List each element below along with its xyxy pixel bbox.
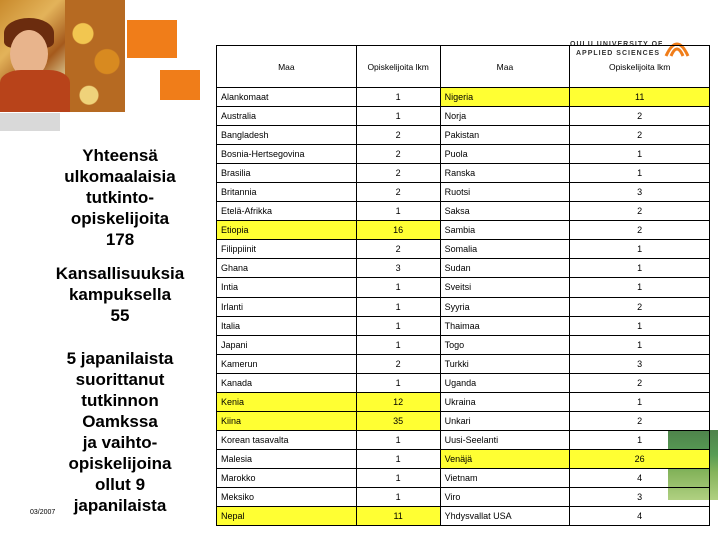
gray-accent-block (0, 113, 60, 131)
total-students-stat: Yhteensä ulkomaalaisia tutkinto- opiskelijoita 178 (64, 146, 176, 249)
table-row (217, 202, 710, 221)
country-cell: Brasilia (217, 164, 357, 183)
count-cell-2: 1 (570, 164, 710, 183)
country-cell: Irlanti (217, 297, 357, 316)
country-cell-2: Syyria (440, 297, 570, 316)
header-country-2: Maa (440, 46, 570, 88)
country-cell: Etiopia (217, 221, 357, 240)
count-cell-2: 2 (570, 202, 710, 221)
orange-accent-block-small (160, 70, 200, 100)
count-cell: 2 (356, 183, 440, 202)
table-row (217, 126, 710, 145)
count-cell-2: 1 (570, 240, 710, 259)
count-cell: 2 (356, 145, 440, 164)
country-cell: Italia (217, 316, 357, 335)
count-cell-2: 26 (570, 449, 710, 468)
table-row (217, 449, 710, 468)
country-cell-2: Sudan (440, 259, 570, 278)
count-cell: 1 (356, 297, 440, 316)
table-body (217, 88, 710, 526)
table-row (217, 430, 710, 449)
header-count-2: Opiskelijoita lkm (570, 46, 710, 88)
count-cell-2: 2 (570, 297, 710, 316)
logo-line-2: APPLIED SCIENCES (576, 50, 661, 57)
logo-line-1: OULU UNIVERSITY OF (570, 41, 664, 48)
country-cell-2: Ranska (440, 164, 570, 183)
table-row (217, 373, 710, 392)
table-row (217, 507, 710, 526)
table-row (217, 316, 710, 335)
table-header-row (217, 46, 710, 88)
count-cell: 1 (356, 373, 440, 392)
country-cell: Nepal (217, 507, 357, 526)
orange-accent-block (127, 20, 177, 58)
table-row (217, 145, 710, 164)
count-cell: 16 (356, 221, 440, 240)
count-cell-2: 1 (570, 145, 710, 164)
table-row (217, 164, 710, 183)
count-cell: 1 (356, 430, 440, 449)
japanese-students-stat: 5 japanilaista suorittanut tutkinnon Oamkssa ja vaihto- opiskelijoina ollut 9 japanilaista (66, 349, 174, 515)
header-count: Opiskelijoita lkm (356, 46, 440, 88)
count-cell-2: 2 (570, 126, 710, 145)
country-cell-2: Viro (440, 487, 570, 506)
country-cell: Britannia (217, 183, 357, 202)
count-cell: 1 (356, 468, 440, 487)
count-cell-2: 1 (570, 335, 710, 354)
count-cell: 1 (356, 107, 440, 126)
count-cell: 3 (356, 259, 440, 278)
table-row (217, 297, 710, 316)
count-cell: 1 (356, 88, 440, 107)
count-cell: 1 (356, 449, 440, 468)
count-cell: 1 (356, 487, 440, 506)
country-cell: Kanada (217, 373, 357, 392)
table-row (217, 468, 710, 487)
table-row (217, 411, 710, 430)
country-cell: Alankomaat (217, 88, 357, 107)
count-cell: 2 (356, 126, 440, 145)
count-cell-2: 1 (570, 430, 710, 449)
count-cell: 1 (356, 202, 440, 221)
country-cell: Marokko (217, 468, 357, 487)
table-row (217, 183, 710, 202)
country-cell: Malesia (217, 449, 357, 468)
count-cell: 2 (356, 354, 440, 373)
nationalities-stat: Kansallisuuksia kampuksella 55 (55, 264, 185, 325)
count-cell-2: 3 (570, 487, 710, 506)
country-cell-2: Nigeria (440, 88, 570, 107)
count-cell-2: 1 (570, 316, 710, 335)
country-cell: Kiina (217, 411, 357, 430)
country-cell: Kamerun (217, 354, 357, 373)
country-cell-2: Togo (440, 335, 570, 354)
country-cell-2: Norja (440, 107, 570, 126)
count-cell-2: 1 (570, 392, 710, 411)
count-cell-2: 4 (570, 507, 710, 526)
count-cell-2: 2 (570, 107, 710, 126)
country-cell: Bangladesh (217, 126, 357, 145)
country-cell-2: Somalia (440, 240, 570, 259)
country-cell: Bosnia-Hertsegovina (217, 145, 357, 164)
country-cell-2: Uganda (440, 373, 570, 392)
country-cell-2: Vietnam (440, 468, 570, 487)
table-row (217, 278, 710, 297)
table-row (217, 107, 710, 126)
count-cell: 35 (356, 411, 440, 430)
table-row (217, 487, 710, 506)
count-cell-2: 2 (570, 411, 710, 430)
country-cell-2: Puola (440, 145, 570, 164)
count-cell-2: 11 (570, 88, 710, 107)
country-cell-2: Venäjä (440, 449, 570, 468)
country-cell-2: Yhdysvallat USA (440, 507, 570, 526)
country-cell: Japani (217, 335, 357, 354)
students-photo (0, 0, 125, 112)
country-cell: Australia (217, 107, 357, 126)
country-cell-2: Ukraina (440, 392, 570, 411)
country-cell: Filippiinit (217, 240, 357, 259)
country-cell: Korean tasavalta (217, 430, 357, 449)
header-country: Maa (217, 46, 357, 88)
slide-date: 03/2007 (30, 509, 56, 516)
count-cell: 11 (356, 507, 440, 526)
count-cell: 1 (356, 335, 440, 354)
count-cell: 1 (356, 316, 440, 335)
count-cell-2: 2 (570, 373, 710, 392)
country-cell-2: Ruotsi (440, 183, 570, 202)
table-row (217, 392, 710, 411)
table-row (217, 221, 710, 240)
country-cell-2: Pakistan (440, 126, 570, 145)
count-cell-2: 2 (570, 221, 710, 240)
country-cell-2: Saksa (440, 202, 570, 221)
country-cell-2: Thaimaa (440, 316, 570, 335)
table-row (217, 354, 710, 373)
table-row (217, 240, 710, 259)
table-row (217, 335, 710, 354)
country-cell-2: Sveitsi (440, 278, 570, 297)
count-cell-2: 1 (570, 278, 710, 297)
country-cell: Meksiko (217, 487, 357, 506)
count-cell: 2 (356, 164, 440, 183)
count-cell-2: 1 (570, 259, 710, 278)
count-cell: 12 (356, 392, 440, 411)
country-cell-2: Turkki (440, 354, 570, 373)
country-cell-2: Uusi-Seelanti (440, 430, 570, 449)
count-cell: 2 (356, 240, 440, 259)
country-cell: Etelä-Afrikka (217, 202, 357, 221)
country-cell: Intia (217, 278, 357, 297)
count-cell-2: 4 (570, 468, 710, 487)
students-by-country-table (216, 45, 710, 526)
country-cell-2: Sambia (440, 221, 570, 240)
table-row (217, 259, 710, 278)
count-cell-2: 3 (570, 183, 710, 202)
country-cell: Kenia (217, 392, 357, 411)
table-row (217, 88, 710, 107)
country-cell-2: Unkari (440, 411, 570, 430)
count-cell: 1 (356, 278, 440, 297)
count-cell-2: 3 (570, 354, 710, 373)
country-cell: Ghana (217, 259, 357, 278)
